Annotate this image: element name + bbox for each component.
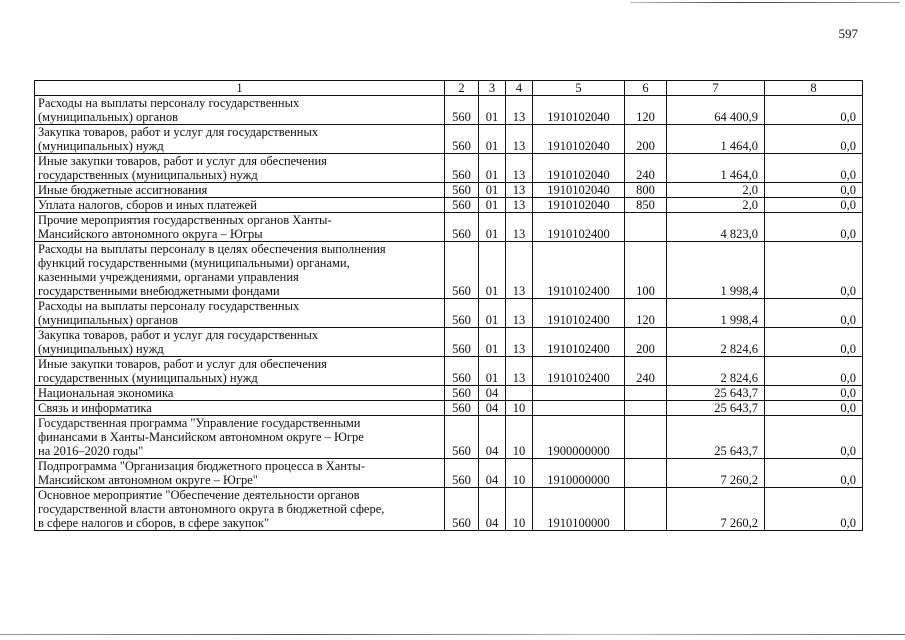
cell-expense-type: [625, 401, 667, 416]
cell-expense-type: [625, 386, 667, 401]
cell-amount: 1 464,0: [667, 125, 765, 154]
cell-amount-secondary: 0,0: [765, 242, 863, 299]
table-row: [35, 328, 863, 357]
cell-subsection: 13: [506, 154, 533, 183]
table-header-row: [35, 81, 863, 96]
cell-section: 01: [479, 198, 506, 213]
cell-item-name: [35, 401, 445, 416]
cell-item-name: [35, 96, 445, 125]
cell-admin-code: 560: [445, 154, 479, 183]
cell-expense-type: 800: [625, 183, 667, 198]
cell-target-article: [533, 401, 625, 416]
cell-amount: 25 643,7: [667, 386, 765, 401]
item-name-line: Расходы на выплаты персоналу государственных: [38, 299, 300, 313]
header-cell: 3: [479, 81, 506, 96]
cell-subsection: 13: [506, 198, 533, 213]
cell-item-name: [35, 459, 445, 488]
cell-target-article: 1910102040: [533, 96, 625, 125]
cell-expense-type: [625, 459, 667, 488]
item-name-line: Иные бюджетные ассигнования: [38, 183, 208, 197]
cell-expense-type: [625, 416, 667, 459]
cell-subsection: 10: [506, 416, 533, 459]
header-cell: 6: [625, 81, 667, 96]
cell-admin-code: 560: [445, 242, 479, 299]
item-name-line: Иные закупки товаров, работ и услуг для обеспечения: [38, 154, 327, 168]
cell-section: 04: [479, 488, 506, 531]
cell-subsection: 10: [506, 459, 533, 488]
cell-amount-secondary: 0,0: [765, 488, 863, 531]
cell-amount: 2 824,6: [667, 328, 765, 357]
cell-amount-secondary: 0,0: [765, 357, 863, 386]
cell-amount: 2,0: [667, 198, 765, 213]
cell-item-name: [35, 125, 445, 154]
table-row: [35, 416, 863, 459]
scan-artifact-bottom: [0, 634, 905, 635]
item-name-line: функций государственными (муниципальными) органами,: [38, 256, 350, 270]
cell-subsection: 13: [506, 213, 533, 242]
cell-section: 04: [479, 416, 506, 459]
cell-amount: 7 260,2: [667, 488, 765, 531]
cell-section: 01: [479, 328, 506, 357]
item-name-line: казенными учреждениями, органами управления: [38, 270, 299, 284]
cell-amount-secondary: 0,0: [765, 154, 863, 183]
item-name-line: Уплата налогов, сборов и иных платежей: [38, 198, 257, 212]
item-name-line: Национальная экономика: [38, 386, 174, 400]
cell-amount-secondary: 0,0: [765, 125, 863, 154]
cell-target-article: 1910102400: [533, 299, 625, 328]
cell-subsection: [506, 386, 533, 401]
table-row: [35, 183, 863, 198]
scan-artifact-top: [630, 2, 900, 3]
table-row: [35, 154, 863, 183]
cell-amount: 1 998,4: [667, 242, 765, 299]
cell-expense-type: 120: [625, 96, 667, 125]
cell-amount: 1 464,0: [667, 154, 765, 183]
cell-admin-code: 560: [445, 401, 479, 416]
cell-expense-type: 120: [625, 299, 667, 328]
cell-expense-type: 100: [625, 242, 667, 299]
budget-table: [34, 80, 863, 531]
cell-admin-code: 560: [445, 213, 479, 242]
table-row: [35, 198, 863, 213]
cell-target-article: 1910100000: [533, 488, 625, 531]
cell-amount: 7 260,2: [667, 459, 765, 488]
cell-amount-secondary: 0,0: [765, 416, 863, 459]
cell-target-article: 1910000000: [533, 459, 625, 488]
cell-item-name: [35, 488, 445, 531]
cell-item-name: [35, 357, 445, 386]
cell-target-article: 1900000000: [533, 416, 625, 459]
item-name-line: Закупка товаров, работ и услуг для государственных: [38, 328, 319, 342]
cell-admin-code: 560: [445, 299, 479, 328]
cell-amount-secondary: 0,0: [765, 96, 863, 125]
table-row: [35, 242, 863, 299]
header-cell: 1: [35, 81, 445, 96]
cell-amount-secondary: 0,0: [765, 328, 863, 357]
cell-target-article: 1910102040: [533, 154, 625, 183]
cell-section: 01: [479, 357, 506, 386]
cell-target-article: [533, 386, 625, 401]
item-name-line: Прочие мероприятия государственных органов Ханты-: [38, 213, 332, 227]
cell-admin-code: 560: [445, 386, 479, 401]
cell-admin-code: 560: [445, 96, 479, 125]
cell-item-name: [35, 299, 445, 328]
cell-admin-code: 560: [445, 488, 479, 531]
cell-section: 01: [479, 242, 506, 299]
cell-subsection: 13: [506, 357, 533, 386]
item-name-line: Мансийского автономного округа – Югры: [38, 227, 263, 241]
cell-expense-type: 200: [625, 328, 667, 357]
header-cell: 5: [533, 81, 625, 96]
cell-subsection: 10: [506, 401, 533, 416]
cell-section: 01: [479, 213, 506, 242]
item-name-line: Государственная программа "Управление государственными: [38, 416, 361, 430]
table-row: [35, 125, 863, 154]
cell-expense-type: 240: [625, 357, 667, 386]
cell-admin-code: 560: [445, 198, 479, 213]
table-row: [35, 401, 863, 416]
item-name-line: Мансийском автономном округе – Югре": [38, 473, 258, 487]
item-name-line: Основное мероприятие "Обеспечение деятельности органов: [38, 488, 360, 502]
cell-admin-code: 560: [445, 416, 479, 459]
cell-admin-code: 560: [445, 125, 479, 154]
cell-target-article: 1910102400: [533, 242, 625, 299]
cell-expense-type: 850: [625, 198, 667, 213]
item-name-line: финансами в Ханты-Мансийском автономном округе – Югре: [38, 430, 364, 444]
cell-amount: 1 998,4: [667, 299, 765, 328]
table-row: [35, 357, 863, 386]
table-row: [35, 386, 863, 401]
item-name-line: (муниципальных) нужд: [38, 139, 164, 153]
table-row: [35, 96, 863, 125]
cell-item-name: [35, 416, 445, 459]
cell-amount: 2 824,6: [667, 357, 765, 386]
table-row: [35, 213, 863, 242]
item-name-line: государственных (муниципальных) нужд: [38, 371, 258, 385]
cell-section: 04: [479, 386, 506, 401]
cell-section: 01: [479, 183, 506, 198]
item-name-line: на 2016–2020 годы": [38, 444, 144, 458]
cell-section: 04: [479, 401, 506, 416]
cell-item-name: [35, 242, 445, 299]
cell-amount: 25 643,7: [667, 401, 765, 416]
item-name-line: в сфере налогов и сборов, в сфере закупок": [38, 516, 270, 530]
cell-amount-secondary: 0,0: [765, 459, 863, 488]
table-body: [35, 96, 863, 531]
cell-section: 01: [479, 96, 506, 125]
cell-target-article: 1910102040: [533, 125, 625, 154]
table-row: [35, 459, 863, 488]
cell-item-name: [35, 198, 445, 213]
item-name-line: Закупка товаров, работ и услуг для государственных: [38, 125, 319, 139]
cell-admin-code: 560: [445, 459, 479, 488]
cell-admin-code: 560: [445, 328, 479, 357]
cell-target-article: 1910102040: [533, 198, 625, 213]
cell-item-name: [35, 328, 445, 357]
cell-target-article: 1910102400: [533, 213, 625, 242]
table-row: [35, 299, 863, 328]
cell-amount-secondary: 0,0: [765, 183, 863, 198]
cell-amount-secondary: 0,0: [765, 386, 863, 401]
cell-subsection: 13: [506, 242, 533, 299]
item-name-line: государственной власти автономного округа в бюджетной сфере,: [38, 502, 385, 516]
cell-target-article: 1910102400: [533, 357, 625, 386]
page-number: 597: [838, 26, 858, 41]
item-name-line: Расходы на выплаты персоналу государственных: [38, 96, 300, 110]
cell-item-name: [35, 386, 445, 401]
item-name-line: Расходы на выплаты персоналу в целях обеспечения выполнения: [38, 242, 386, 256]
header-cell: 2: [445, 81, 479, 96]
cell-item-name: [35, 183, 445, 198]
item-name-line: (муниципальных) нужд: [38, 342, 164, 356]
item-name-line: государственных (муниципальных) нужд: [38, 168, 258, 182]
cell-amount-secondary: 0,0: [765, 299, 863, 328]
header-cell: 7: [667, 81, 765, 96]
cell-amount: 25 643,7: [667, 416, 765, 459]
cell-subsection: 13: [506, 125, 533, 154]
cell-subsection: 10: [506, 488, 533, 531]
cell-admin-code: 560: [445, 357, 479, 386]
cell-item-name: [35, 213, 445, 242]
cell-target-article: 1910102040: [533, 183, 625, 198]
cell-amount-secondary: 0,0: [765, 401, 863, 416]
cell-subsection: 13: [506, 299, 533, 328]
table-row: [35, 488, 863, 531]
cell-target-article: 1910102400: [533, 328, 625, 357]
cell-section: 04: [479, 459, 506, 488]
item-name-line: (муниципальных) органов: [38, 110, 179, 124]
cell-amount-secondary: 0,0: [765, 213, 863, 242]
header-cell: 4: [506, 81, 533, 96]
cell-section: 01: [479, 299, 506, 328]
cell-amount: 2,0: [667, 183, 765, 198]
cell-subsection: 13: [506, 96, 533, 125]
cell-amount-secondary: 0,0: [765, 198, 863, 213]
cell-item-name: [35, 154, 445, 183]
cell-admin-code: 560: [445, 183, 479, 198]
item-name-line: Подпрограмма "Организация бюджетного процесса в Ханты-: [38, 459, 365, 473]
item-name-line: Иные закупки товаров, работ и услуг для обеспечения: [38, 357, 327, 371]
cell-subsection: 13: [506, 183, 533, 198]
item-name-line: (муниципальных) органов: [38, 313, 179, 327]
cell-section: 01: [479, 125, 506, 154]
item-name-line: государственными внебюджетными фондами: [38, 284, 280, 298]
item-name-line: Связь и информатика: [38, 401, 152, 415]
cell-expense-type: 240: [625, 154, 667, 183]
cell-expense-type: 200: [625, 125, 667, 154]
cell-expense-type: [625, 213, 667, 242]
cell-expense-type: [625, 488, 667, 531]
cell-section: 01: [479, 154, 506, 183]
cell-subsection: 13: [506, 328, 533, 357]
header-cell: 8: [765, 81, 863, 96]
cell-amount: 64 400,9: [667, 96, 765, 125]
cell-amount: 4 823,0: [667, 213, 765, 242]
